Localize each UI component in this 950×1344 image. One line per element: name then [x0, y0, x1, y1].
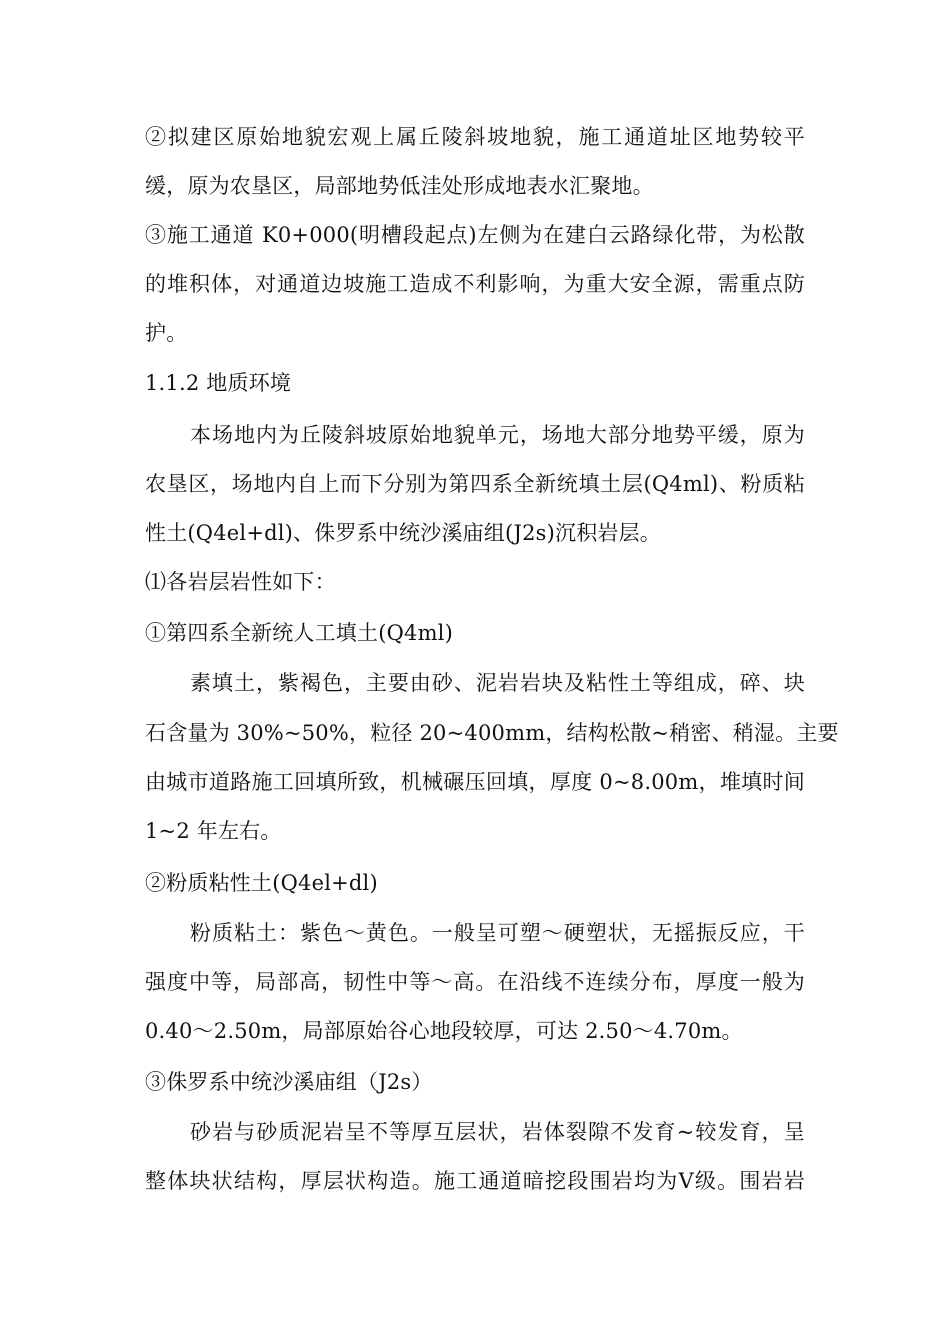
- paragraph-line: 素填土，紫褐色，主要由砂、泥岩岩块及粘性土等组成，碎、块: [190, 671, 805, 695]
- paragraph-line: ②拟建区原始地貌宏观上属丘陵斜坡地貌，施工通道址区地势较平: [145, 125, 805, 149]
- paragraph-line: 1~2 年左右。: [145, 819, 282, 843]
- paragraph-line: 的堆积体，对通道边坡施工造成不利影响，为重大安全源，需重点防: [145, 272, 805, 296]
- paragraph-line: 由城市道路施工回填所致，机械碾压回填，厚度 0~8.00m，堆填时间: [145, 770, 805, 794]
- paragraph-line: 粉质粘土：紫色～黄色。一般呈可塑～硬塑状，无摇振反应，干: [190, 921, 805, 945]
- paragraph-line: 缓，原为农垦区，局部地势低洼处形成地表水汇聚地。: [145, 174, 654, 198]
- subsection-heading: ③侏罗系中统沙溪庙组（J2s）: [145, 1070, 433, 1094]
- paragraph-line: 本场地内为丘陵斜坡原始地貌单元，场地大部分地势平缓，原为: [190, 423, 805, 447]
- paragraph-line: 性土(Q4el+dl)、侏罗系中统沙溪庙组(J2s)沉积岩层。: [145, 521, 662, 545]
- paragraph-line: 护。: [145, 321, 188, 345]
- paragraph-line: 砂岩与砂质泥岩呈不等厚互层状，岩体裂隙不发育~较发育，呈: [190, 1120, 805, 1144]
- paragraph-line: 农垦区，场地内自上而下分别为第四系全新统填土层(Q4ml)、粉质粘: [145, 472, 805, 496]
- paragraph-line: ③施工通道 K0+000(明槽段起点)左侧为在建白云路绿化带，为松散: [145, 223, 805, 247]
- subsection-heading: ②粉质粘性土(Q4el+dl): [145, 871, 378, 895]
- paragraph-line: 整体块状结构，厚层状构造。施工通道暗挖段围岩均为Ⅴ级。围岩岩: [145, 1169, 805, 1193]
- paragraph-line: 石含量为 30%~50%，粒径 20~400mm，结构松散~稍密、稍湿。主要: [145, 721, 839, 745]
- subsection-heading: ①第四系全新统人工填土(Q4ml): [145, 621, 453, 645]
- section-heading: 1.1.2 地质环境: [145, 371, 292, 395]
- list-heading: ⑴各岩层岩性如下：: [145, 570, 336, 594]
- paragraph-line: 0.40～2.50m，局部原始谷心地段较厚，可达 2.50～4.70m。: [145, 1019, 743, 1043]
- paragraph-line: 强度中等，局部高，韧性中等～高。在沿线不连续分布，厚度一般为: [145, 970, 805, 994]
